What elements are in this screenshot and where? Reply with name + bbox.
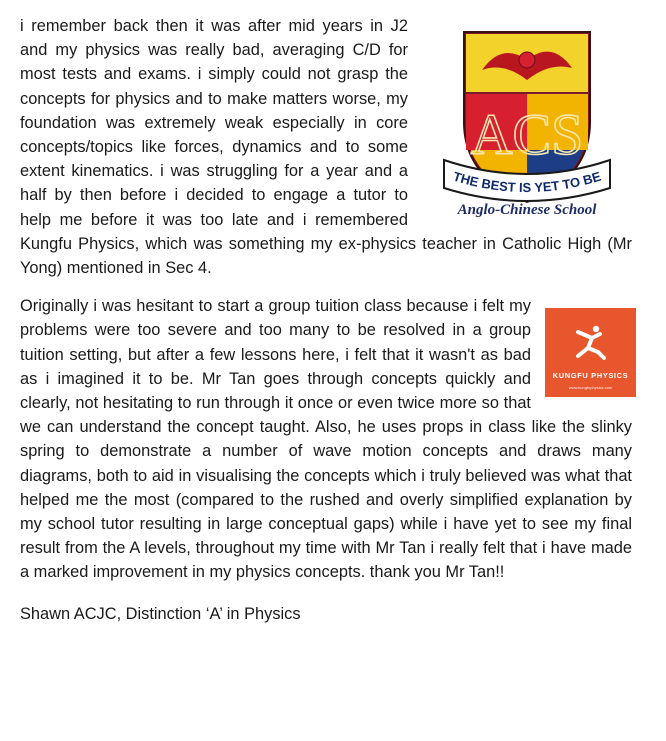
brand-name: KUNGFU PHYSICS [552,371,629,381]
testimonial-paragraph-2 [20,294,632,584]
kungfu-physics-logo [545,308,636,397]
testimonial-signature: Shawn ACJC, Distinction ‘A’ in Physics [20,604,301,623]
crest-school-name: Anglo-Chinese School [457,202,597,218]
school-crest [422,10,632,220]
kungfu-figure-icon [570,322,610,362]
testimonial-paragraph-2-text: Originally i was hesitant to start a group tuition class because i felt my problems were too severe and too many to be resolved in a group tuition setting, but after a few lessons here, i felt that it wasn't as bad as i imagined it to be. Mr Tan goes through concepts quickly and clearly, not hesitating to run through it once or even twice more so that we can understand the concept taught. Also, he uses props in class like the slinky spring to demonstrate a number of wave motion concepts and draws many diagrams, both to aid in visualising the concepts which i truly believed was what that helped me the most (compared to the rushed and overly simplified explanation by my school tutor resulting in large conceptual gaps) while i have yet to see my final result from the A levels, throughout my time with Mr Tan i really felt that i have made a marked improvement in my physics concepts. thank you Mr Tan!! [20,297,632,582]
testimonial-document [20,14,632,624]
testimonial-paragraph-1: i remember back then it was after mid years in J2 and my physics was really bad, averaging C/D for most tests and exams. i simply could not grasp the concepts for physics and to make matters worse, my foundation was extremely weak especially in core concepts/topics like forces, dynamics and to some extent kinematics. i was struggling for a year and a half by then before i decided to engage a tutor to help me before it was too late and i remembered Kungfu Physics, which was something my ex-physics teacher in Catholic High (Mr Yong) mentioned in Sec 4. [20,17,632,278]
crest-monogram: ACS [470,102,584,167]
brand-url: www.kungfuphysics.com [568,385,613,391]
crest-motto: THE BEST IS YET TO BE [451,168,603,196]
